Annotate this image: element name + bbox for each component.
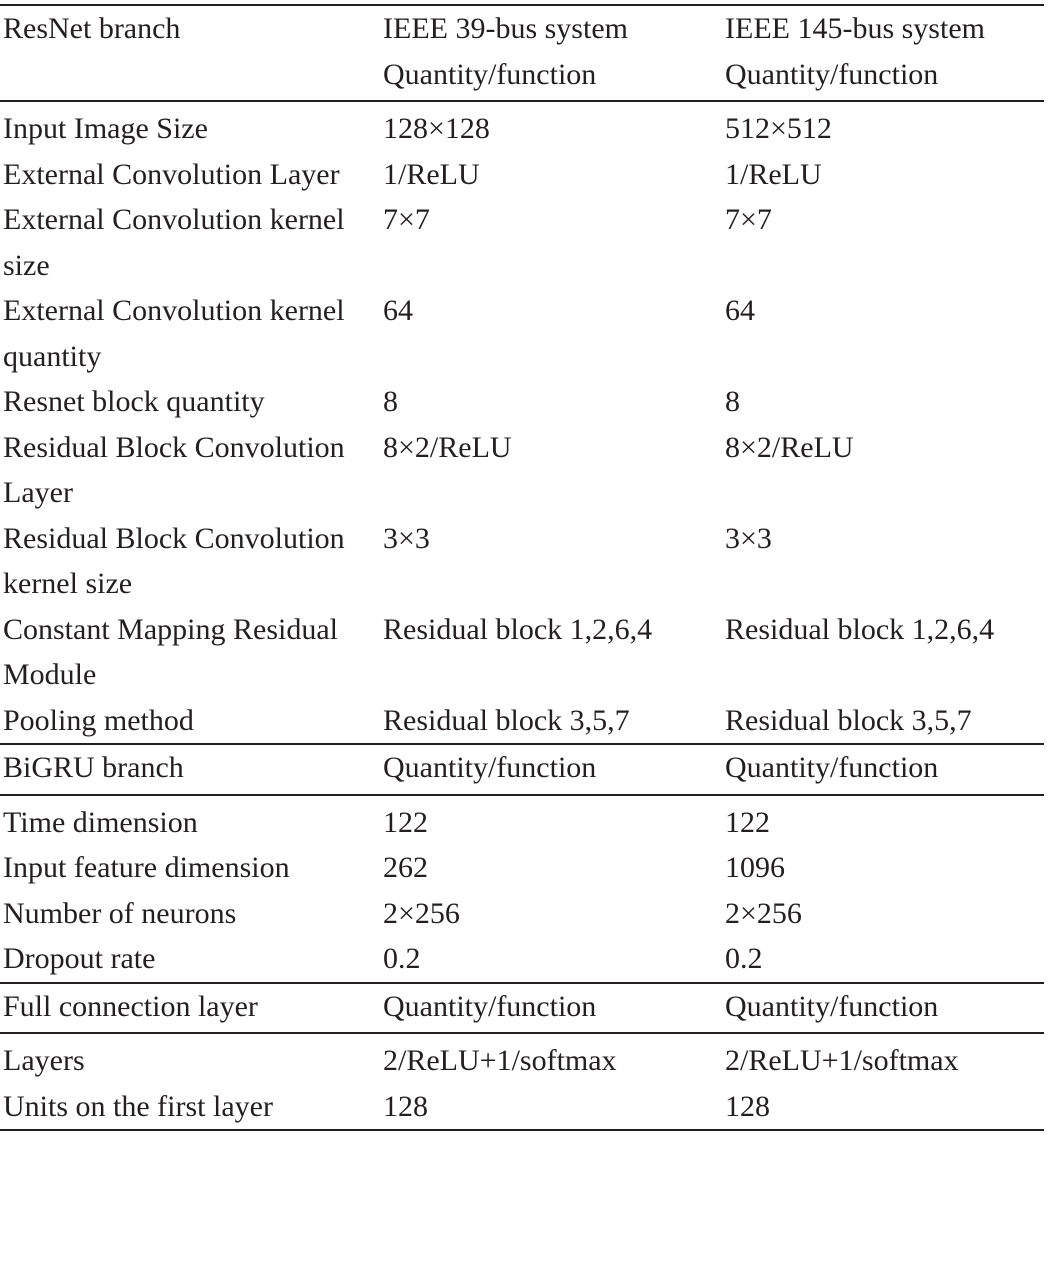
row-param: Input feature dimension — [3, 851, 290, 884]
row-ieee39: Residual block 3,5,7 — [383, 698, 725, 745]
table-row — [0, 936, 1044, 983]
row-ieee145: 3×3 — [725, 521, 772, 555]
parameter-table — [0, 4, 1044, 1131]
row-ieee39: 7×7 — [383, 203, 430, 236]
row-param: External Convolution kernel quantity — [3, 294, 345, 373]
row-ieee145: 7×7 — [725, 203, 772, 236]
row-ieee39: 8×2/ReLU — [383, 430, 512, 464]
row-param: Layers — [3, 1044, 85, 1077]
row-param: Units on the first layer — [0, 1084, 383, 1131]
row-ieee145: Residual block 3,5,7 — [725, 698, 1044, 745]
header-bigru-ieee39: Quantity/function — [383, 744, 725, 795]
table-row — [0, 425, 1044, 516]
row-ieee39: 128 — [383, 1084, 725, 1131]
row-ieee145: 122 — [725, 805, 770, 839]
table-row — [0, 197, 1044, 288]
header-ieee145-quantity: Quantity/function — [725, 57, 939, 91]
row-ieee39: 2×256 — [383, 896, 460, 930]
header-fc-layer: Full connection layer — [0, 983, 383, 1034]
header-ieee39 — [383, 5, 725, 101]
header-fc-ieee39: Quantity/function — [383, 983, 725, 1034]
header-fc-ieee145: Quantity/function — [725, 983, 1044, 1034]
row-ieee145: 8 — [725, 385, 740, 418]
table-row — [0, 516, 1044, 607]
row-ieee145: 1/ReLU — [725, 157, 822, 191]
header-ieee39-system: IEEE 39-bus system — [383, 12, 628, 45]
section-header-bigru — [0, 744, 1044, 795]
row-param: Input Image Size — [3, 112, 208, 145]
row-param: Constant Mapping Residual Module — [3, 612, 338, 691]
row-ieee145: 1096 — [725, 851, 785, 884]
table-row — [0, 607, 1044, 698]
table-row — [0, 1033, 1044, 1084]
row-ieee145: 0.2 — [725, 936, 1044, 983]
header-ieee145 — [725, 5, 1044, 101]
row-param: Resnet block quantity — [3, 385, 265, 418]
row-param: External Convolution Layer — [3, 157, 340, 191]
header-ieee145-system: IEEE 145-bus system — [725, 12, 985, 45]
row-ieee145: 2/ReLU+1/softmax — [725, 1044, 959, 1077]
table-header-row — [0, 5, 1044, 101]
row-param: Dropout rate — [0, 936, 383, 983]
row-ieee39: 262 — [383, 851, 428, 884]
row-ieee39: 2/ReLU+1/softmax — [383, 1044, 617, 1077]
row-ieee39: 1/ReLU — [383, 157, 480, 191]
section-header-fc — [0, 983, 1044, 1034]
header-ieee39-quantity: Quantity/function — [383, 57, 597, 91]
table-row — [0, 101, 1044, 152]
row-ieee39: 0.2 — [383, 936, 725, 983]
row-ieee145: 512×512 — [725, 112, 832, 145]
row-ieee145: Residual block 1,2,6,4 — [725, 612, 995, 646]
row-ieee145: 8×2/ReLU — [725, 430, 854, 464]
row-ieee145: 2×256 — [725, 896, 802, 930]
row-ieee39: 64 — [383, 294, 413, 327]
header-bigru-branch: BiGRU branch — [0, 744, 383, 795]
row-ieee145: 64 — [725, 294, 755, 327]
header-bigru-ieee145: Quantity/function — [725, 744, 1044, 795]
row-ieee39: 128×128 — [383, 112, 490, 145]
row-param: Number of neurons — [3, 896, 237, 930]
table-row — [0, 379, 1044, 425]
row-ieee39: Residual block 1,2,6,4 — [383, 612, 653, 646]
table-row — [0, 288, 1044, 379]
header-resnet-branch: ResNet branch — [0, 5, 383, 101]
table-row — [0, 1084, 1044, 1131]
table-row — [0, 698, 1044, 745]
row-param: Time dimension — [3, 805, 198, 839]
row-param: Residual Block Convolution kernel size — [3, 521, 345, 600]
row-ieee39: 3×3 — [383, 521, 430, 555]
row-param: Residual Block Convolution Layer — [3, 430, 345, 509]
table-row — [0, 795, 1044, 846]
table-row — [0, 891, 1044, 937]
table-row — [0, 845, 1044, 891]
row-ieee39: 122 — [383, 805, 428, 839]
row-param: Pooling method — [0, 698, 383, 745]
table-row — [0, 152, 1044, 198]
row-ieee39: 8 — [383, 385, 398, 418]
row-param: External Convolution kernel size — [3, 203, 345, 282]
row-ieee145: 128 — [725, 1084, 1044, 1131]
